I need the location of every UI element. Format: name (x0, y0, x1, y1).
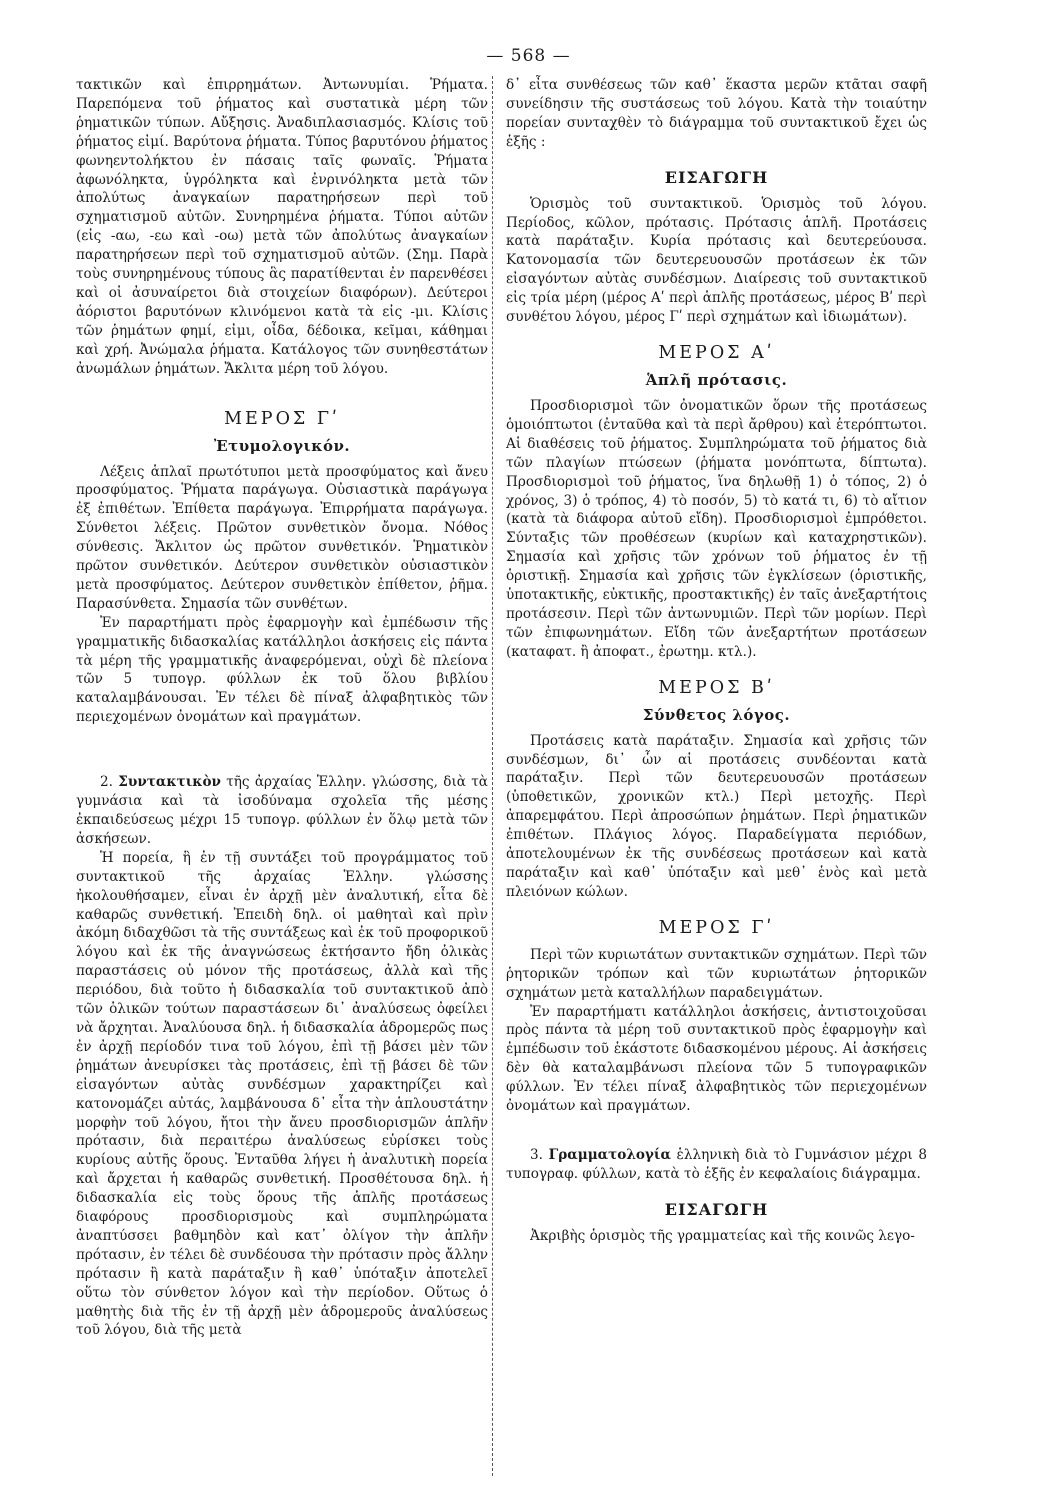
part-b-heading: ΜΕΡΟΣ Βʹ (658, 677, 775, 698)
verb-section-continuation: τακτικῶν καὶ ἐπιρρημάτων. Ἀντωνυμίαι. Ῥήματα. Παρεπόμενα τοῦ ῥήματος καὶ συστατικὰ μέρη τῶν ῥηματικῶν τύπων. Αὔξησις. Ἀναδιπλασιασμός. Κλίσις τοῦ ῥήματος εἰμί. Βαρύτονα ῥήματα. Τύπος βαρυτόνου ῥήματος φωνηεντολήκτου ἐν πάσαις ταῖς φωναῖς. Ῥήματα ἀφωνόληκτα, ὑγρόληκτα καὶ ἐνρινόληκτα μετὰ τῶν ἀπολύτως ἀναγκαίων παρατηρήσεων περὶ τοῦ σχηματισμοῦ αὐτῶν. Συνηρημένα ῥήματα. Τύποι αὐτῶν (εἰς -αω, -εω καὶ -οω) μετὰ τῶν ἀπολύτως ἀναγκαίων παρατηρήσεων περὶ τοῦ σχηματισμοῦ αὐτῶν. (Σημ. Παρὰ τοὺς συνηρημένους τύπους ἃς παρατίθενται ἐν παρενθέσει καὶ οἱ ἀσυναίρετοι διὰ στοιχείων διαφόρων). Δεύτεροι ἀόριστοι βαρυτόνων κλινόμενοι κατὰ τὰ εἰς -μι. Κλίσις τῶν ῥημάτων φημί, εἰμι, οἶδα, δέδοικα, κεῖμαι, κάθημαι καὶ χρή. Ἀνώμαλα ῥήματα. Κατάλογος τῶν συνηθεστάτων ἀνωμάλων ῥημάτων. Ἄκλιτα μέρη τοῦ λόγου. (76, 77, 488, 377)
item-3-title: Γραμματολογία (548, 1146, 671, 1163)
item-2-title: Συντακτικὸν (118, 774, 221, 791)
compound-speech-title: Σύνθετος λόγος. (642, 705, 791, 724)
page-number: — 568 — (486, 46, 571, 66)
part-b-paragraph: Προτάσεις κατὰ παράταξιν. Σημασία καὶ χρῆσις τῶν συνδέσμων, δι᾽ ὧν αἱ προτάσεις συνδέονται κατὰ παράταξιν. Περὶ τῶν δευτερευουσῶν προτάσεων (ὑποθετικῶν, χρονικῶν κτλ.) Περὶ μετοχῆς. Περὶ ἀπαρεμφάτου. Περὶ ἀπροσώπων ῥημάτων. Περὶ ῥηματικῶν ἐπιθέτων. Πλάγιος λόγος. Παραδείγματα περιόδων, ἀποτελουμένων ἐκ τῆς συνδέσεως προτάσεων καὶ κατὰ παράταξιν καὶ καθ᾽ ὑπόταξιν καὶ μεθ᾽ ἑνὸς καὶ μετὰ πλειόνων κώλων. (506, 732, 927, 900)
item-3-number: 3. (530, 1146, 543, 1163)
part-a-paragraph: Προσδιορισμοὶ τῶν ὀνοματικῶν ὅρων τῆς προτάσεως ὁμοιόπτωτοι (ἐνταῦθα καὶ τὰ περὶ ἄρθρου) καὶ ἑτερόπτωτοι. Αἱ διαθέσεις τοῦ ῥήματος. Συμπληρώματα τοῦ ῥήματος διὰ τῶν πλαγίων πτώσεων (ῥήματα μονόπτωτα, δίπτωτα). Προσδιορισμοὶ τοῦ ῥήματος, ἵνα δηλωθῇ 1) ὁ τόπος, 2) ὁ χρόνος, 3) ὁ τρόπος, 4) τὸ ποσόν, 5) τὸ κατά τι, 6) τὸ αἴτιον (κατὰ τὰ διάφορα αὐτοῦ εἴδη). Προσδιορισμοὶ ἐμπρόθετοι. Σύνταξις τῶν προθέσεων (κυρίων καὶ καταχρηστικῶν). Σημασία καὶ χρῆσις τῶν χρόνων τοῦ ῥήματος ἐν τῇ ὁριστικῇ. Σημασία καὶ χρῆσις τῶν ἐγκλίσεων (ὁριστικῆς, ὑποτακτικῆς, εὐκτικῆς, προστακτικῆς) ἐν ταῖς ἀνεξαρτήτοις προτάσεσιν. Περὶ τῶν ἀντωνυμιῶν. Περὶ τῶν μορίων. Περὶ τῶν ἐπιφωνημάτων. Εἴδη τῶν ἀνεξαρτήτων προτάσεων (καταφατ. ἢ ἀποφατ., ἐρωτημ. κτλ.). (506, 397, 927, 660)
introduction-paragraph: Ὁρισμὸς τοῦ συντακτικοῦ. Ὁρισμὸς τοῦ λόγου. Περίοδος, κῶλον, πρότασις. Πρότασις ἁπλῆ. Προτάσεις κατὰ παράταξιν. Κυρία πρότασις καὶ δευτερεύουσα. Κατονομασία τῶν δευτερευουσῶν προτάσεων ἐκ τῶν εἰσαγόντων αὐτὰς συνδέσμων. Διαίρεσις τοῦ συντακτικοῦ εἰς τρία μέρη (μέρος Αʹ περὶ ἁπλῆς προτάσεως, μέρος Βʹ περὶ συνθέτου λόγου, μέρος Γʹ περὶ σχημάτων καὶ ἰδιωμάτων). (506, 195, 927, 326)
introduction-paragraph-2: Ἀκριβὴς ὁρισμὸς τῆς γραμματείας καὶ τῆς κοινῶς λεγο- (530, 1227, 915, 1244)
item-2-paragraph (76, 773, 488, 849)
grammar-appendix-paragraph: Ἐν παραρτήματι πρὸς ἐφαρμογὴν καὶ ἐμπέδωσιν τῆς γραμματικῆς διδασκαλίας κατάλληλοι ἀσκήσεις εἰς πάντα τὰ μέρη τῆς γραμματικῆς ἀναφερόμεναι, οὐχὶ δὲ πλείονα τῶν 5 τυπογρ. φύλλων ἐκ τοῦ ὅλου βιβλίου καταλαμβάνουσαι. Ἐν τέλει δὲ πίναξ ἀλφαβητικὸς τῶν περιεχομένων ὀνομάτων καὶ πραγμάτων. (76, 614, 488, 726)
introduction-heading: ΕΙΣΑΓΩΓΗ (664, 167, 769, 187)
part-g-heading: ΜΕΡΟΣ Γʹ (224, 408, 340, 429)
item-2-number: 2. (100, 774, 113, 791)
item-2-text: τῆς ἀρχαίας Ἑλλην. γλώσσης, διὰ τὰ γυμνάσια καὶ τὰ ἰσοδύναμα σχολεῖα τῆς μέσης ἐκπαιδεύσεως μέχρι 15 τυπογρ. φύλλων ἐν ὅλῳ μετὰ τῶν ἀσκήσεων. (76, 774, 488, 847)
part-a-heading: ΜΕΡΟΣ Αʹ (658, 342, 775, 363)
left-column (76, 76, 488, 1340)
column-divider (492, 76, 493, 1476)
right-column (506, 76, 927, 1246)
introduction-heading-2: ΕΙΣΑΓΩΓΗ (664, 1199, 769, 1219)
etymology-title: Ἐτυμολογικόν. (213, 436, 351, 455)
etymology-paragraph: Λέξεις ἁπλαῖ πρωτότυποι μετὰ προσφύματος καὶ ἄνευ προσφύματος. Ῥήματα παράγωγα. Οὐσιαστικὰ παράγωγα ἐξ ἐπιθέτων. Ἐπίθετα παράγωγα. Ἐπιρρήματα παράγωγα. Σύνθετοι λέξεις. Πρῶτον συνθετικὸν ὄνομα. Νόθος σύνθεσις. Ἄκλιτον ὡς πρῶτον συνθετικόν. Ῥηματικὸν πρῶτον συνθετικόν. Δεύτερον συνθετικὸν οὐσιαστικὸν μετὰ προσφύματος. Δεύτερον συνθετικὸν ἐπίθετον, ῥῆμα. Παρασύνθετα. Σημασία τῶν συνθέτων. (76, 463, 488, 612)
part-g-paragraph: Περὶ τῶν κυριωτάτων συντακτικῶν σχημάτων. Περὶ τῶν ῥητορικῶν τρόπων καὶ τῶν κυριωτάτων ῥητορικῶν σχημάτων μετὰ καταλλήλων παραδειγμάτων. (506, 946, 927, 1001)
item-3-paragraph (506, 1146, 927, 1184)
method-paragraph: Ἡ πορεία, ἣ ἐν τῇ συντάξει τοῦ προγράμματος τοῦ συντακτικοῦ τῆς ἀρχαίας Ἑλλην. γλώσσης ἠκολουθήσαμεν, εἶναι ἐν ἀρχῇ μὲν ἀναλυτική, εἶτα δὲ καθαρῶς συνθετική. Ἐπειδὴ δηλ. οἱ μαθηταὶ καὶ πρὶν ἀκόμη διδαχθῶσι τὰ τῆς συντάξεως καὶ ἐκ τοῦ προφορικοῦ λόγου καὶ ἐκ τῆς ἀναγνώσεως ἐκτήσαντο ἤδη ὁλικὰς παραστάσεις οὐ μόνον τῆς προτάσεως, ἀλλὰ καὶ τῆς περιόδου, διὰ τοῦτο ἡ διδασκαλία τοῦ συντακτικοῦ ἀπὸ τῶν ὁλικῶν τούτων παραστάσεων δι᾽ ἀναλύσεως ὀφείλει νὰ ἄρχηται. Ἀναλύουσα δηλ. ἡ διδασκαλία ἁδρομερῶς πως ἐν ἀρχῇ περίοδόν τινα τοῦ λόγου, ἐπὶ τῇ βάσει μὲν τῶν ῥημάτων ἀνευρίσκει τὰς προτάσεις, ἐπὶ τῇ βάσει δὲ τῶν εἰσαγόντων αὐτὰς συνδέσμων χαρακτηρίζει καὶ κατονομάζει αὐτάς, λαμβάνουσα δ᾽ εἶτα τὴν ἁπλουστάτην μορφὴν τοῦ λόγου, ἤτοι τὴν ἄνευ προσδιορισμῶν ἁπλῆν πρότασιν, διὰ περαιτέρω ἀναλύσεως εὑρίσκει τοὺς κυρίους αὐτῆς ὅρους. Ἐνταῦθα λήγει ἡ ἀναλυτικὴ πορεία καὶ ἄρχεται ἡ καθαρῶς συνθετική. Προσθέτουσα δηλ. ἡ διδασκαλία εἰς τοὺς ὅρους τῆς ἁπλῆς προτάσεως διαφόρους προσδιορισμοὺς καὶ συμπληρώματα ἀναπτύσσει βαθμηδὸν καὶ κατ᾽ ὀλίγον τὴν ἁπλῆν πρότασιν, ἐν τέλει δὲ συνδέουσα τὴν πρότασιν πρὸς ἄλλην πρότασιν ἢ κατὰ παράταξιν ἢ καθ᾽ ὑπόταξιν ἀποτελεῖ οὕτω τὸν σύνθετον λόγον καὶ τὴν περίοδον. Οὕτως ὁ μαθητὴς διὰ τῆς ἐν τῇ ἀρχῇ μὲν ἁδρομεροῦς ἀναλύσεως τοῦ λόγου, διὰ τῆς μετὰ (76, 849, 488, 1339)
simple-sentence-title: Ἁπλῆ πρότασις. (645, 370, 788, 389)
part-g-heading-right: ΜΕΡΟΣ Γʹ (658, 917, 775, 938)
syntax-continuation: δ᾽ εἶτα συνθέσεως τῶν καθ᾽ ἕκαστα μερῶν κτᾶται σαφῆ συνείδησιν τῆς συστάσεως τοῦ λόγου. Κατὰ τὴν τοιαύτην πορείαν συνταχθὲν τὸ διάγραμμα τοῦ συντακτικοῦ ἔχει ὡς ἑξῆς : (506, 77, 927, 150)
syntax-appendix-paragraph: Ἐν παραρτήματι κατάλληλοι ἀσκήσεις, ἀντιστοιχοῦσαι πρὸς πάντα τὰ μέρη τοῦ συντακτικοῦ πρὸς ἐφαρμογὴν καὶ ἐμπέδωσιν τοῦ ἑκάστοτε διδασκομένου μέρους. Αἱ ἀσκήσεις δὲν θὰ καταλαμβάνωσι πλείονα τῶν 5 τυπογραφικῶν φύλλων. Ἐν τέλει πίναξ ἀλφαβητικὸς τῶν περιεχομένων ὀνομάτων καὶ πραγμάτων. (506, 1003, 927, 1115)
item-3-text: ἑλληνικὴ διὰ τὸ Γυμνάσιον μέχρι 8 τυπογραφ. φύλλων, κατὰ τὸ ἑξῆς ἐν κεφαλαίοις διάγραμμα. (506, 1146, 927, 1182)
